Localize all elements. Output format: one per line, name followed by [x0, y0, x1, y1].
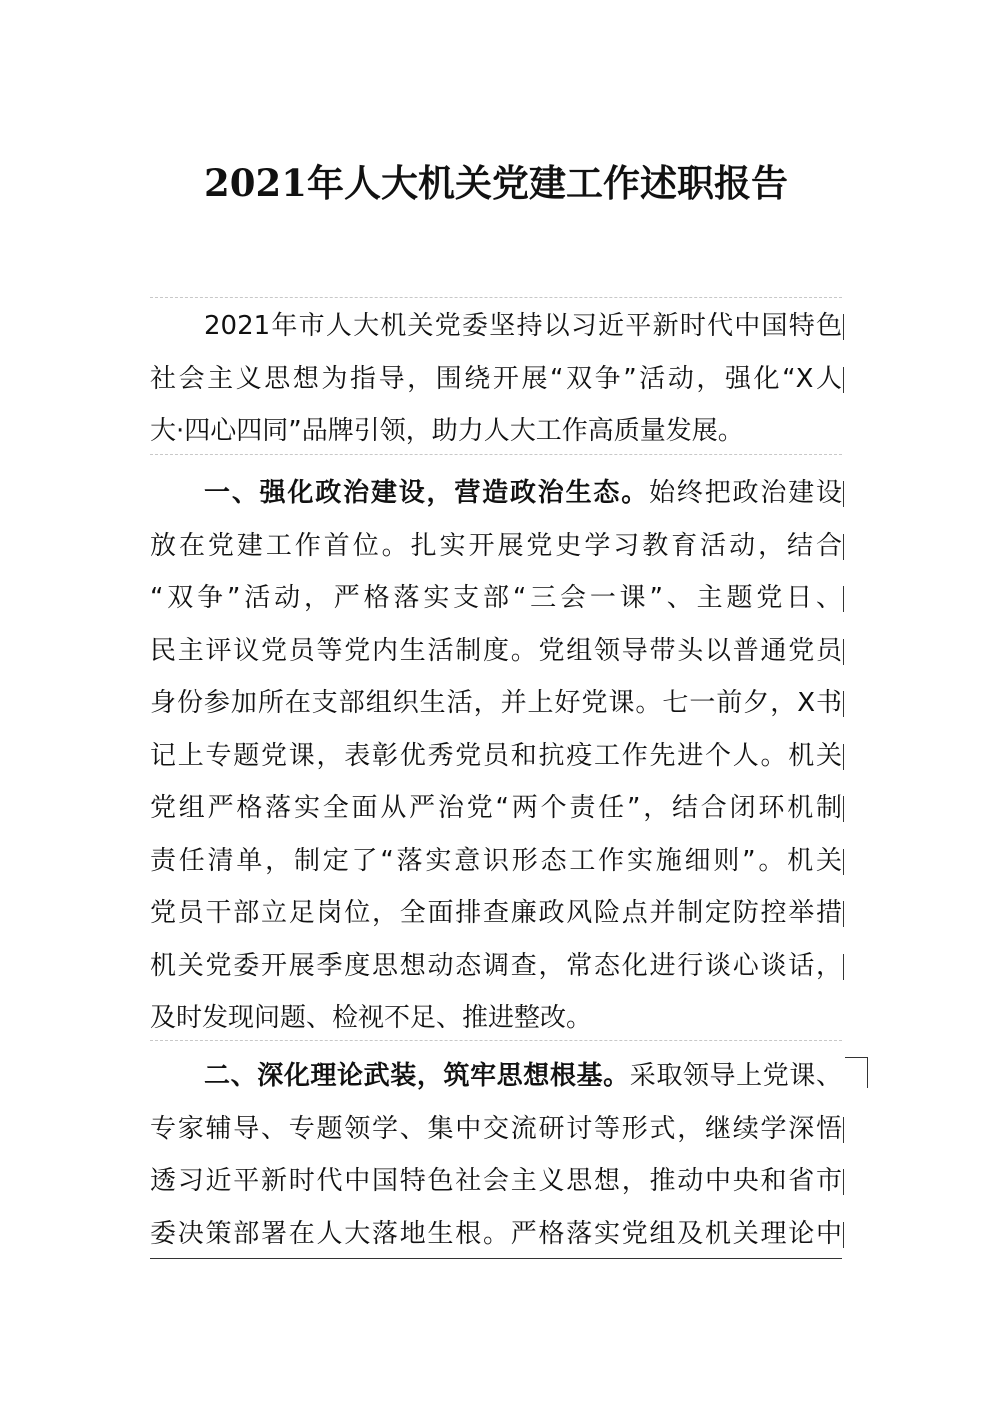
section-1-heading: 一、强化政治建设，营造政治生态。	[204, 478, 650, 508]
section-2-line: 二、深化理论武装，筑牢思想根基。采取领导上党课、	[204, 1061, 842, 1091]
section-2-line: 透习近平新时代中国特色社会主义思想，推动中央和省市	[150, 1166, 842, 1196]
section-1-line: 身份参加所在支部组织生活，并上好党课。七一前夕，X书	[150, 688, 842, 718]
section-1-line: 记上专题党课，表彰优秀党员和抗疫工作先进个人。机关	[150, 740, 842, 771]
section-1-line: “双争”活动，严格落实支部“三会一课”、主题党日、	[150, 583, 842, 613]
intro-bottom-rule	[150, 454, 842, 455]
document-title: 2021年人大机关党建工作述职报告	[204, 161, 788, 205]
section-2-line: 专家辅导、专题领学、集中交流研讨等形式，继续学深悟	[150, 1113, 842, 1144]
section-2-heading: 二、深化理论武装，筑牢思想根基。	[204, 1061, 630, 1091]
section-1-line: 党员干部立足岗位，全面排查廉政风险点并制定防控举措	[150, 898, 842, 928]
page-bottom-rule	[150, 1258, 842, 1259]
intro-line: 大·四心四同”品牌引领，助力人大工作高质量发展。	[150, 416, 744, 446]
corner-mark	[845, 1057, 868, 1088]
section-1-line: 机关党委开展季度思想动态调查，常态化进行谈心谈话，	[150, 950, 842, 981]
section-1-line: 及时发现问题、检视不足、推进整改。	[150, 1003, 593, 1033]
section-1-bottom-rule	[150, 1040, 842, 1041]
intro-top-rule	[150, 297, 842, 298]
intro-line: 社会主义思想为指导，围绕开展“双争”活动，强化“X人	[150, 363, 842, 394]
section-1-line: 党组严格落实全面从严治党“两个责任”，结合闭环机制	[150, 793, 842, 823]
section-1-line: 责任清单，制定了“落实意识形态工作实施细则”。机关	[150, 845, 842, 876]
section-1-paragraph	[150, 467, 842, 1045]
intro-paragraph	[150, 300, 842, 458]
section-1-line: 放在党建工作首位。扎实开展党史学习教育活动，结合	[150, 530, 842, 561]
intro-line: 2021年市人大机关党委坚持以习近平新时代中国特色	[204, 311, 842, 341]
section-2-line: 委决策部署在人大落地生根。严格落实党组及机关理论中	[150, 1218, 842, 1249]
section-1-line: 民主评议党员等党内生活制度。党组领导带头以普通党员	[150, 635, 842, 666]
section-2-paragraph	[150, 1050, 842, 1260]
section-1-line: 一、强化政治建设，营造政治生态。始终把政治建设	[150, 467, 842, 520]
